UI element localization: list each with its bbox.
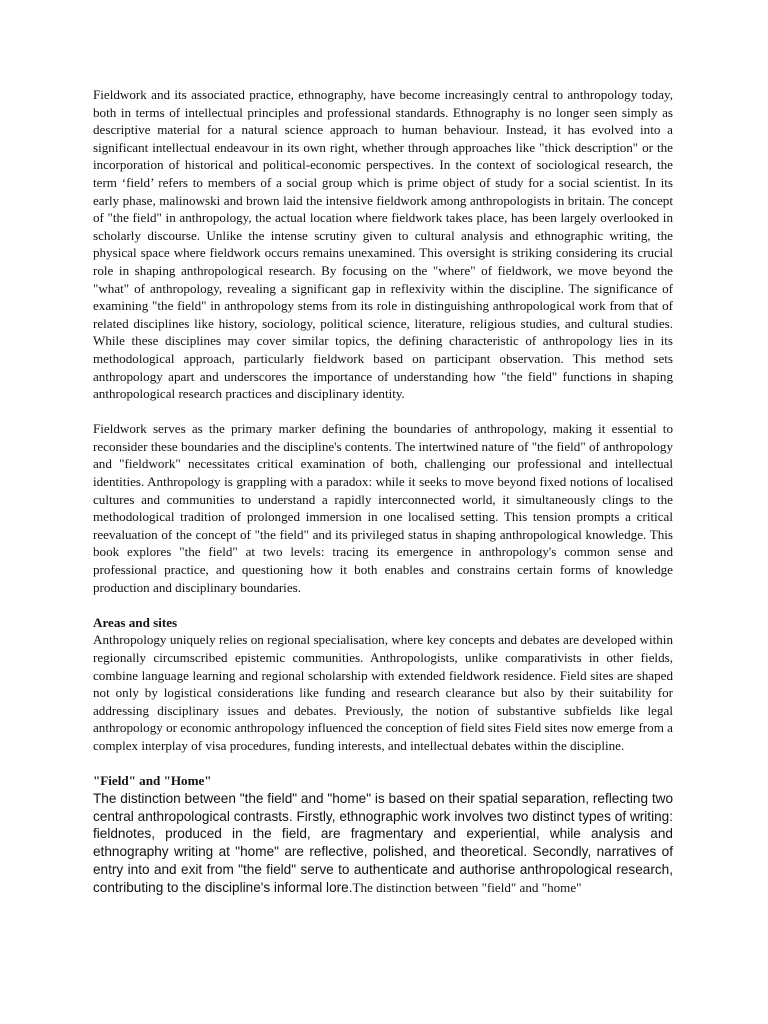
- document-page: [93, 86, 673, 914]
- body-paragraph-1: Fieldwork and its associated practice, ethnography, have become increasingly central to anthropology today, both in terms of intellectual principles and professional standards. Ethnography is no longer seen simply as descriptive material for a natural science approach to human behaviour. Instead, it has evolved into a significant intellectual endeavour in its own right, whether through approaches like "thick description" or the incorporation of historical and political-economic perspectives. In the context of sociological research, the term ‘field’ refers to members of a social group which is prime object of study for a social scientist. In its early phase, malinowski and brown laid the intensive fieldwork among anthropologists in britain. The concept of "the field" in anthropology, the actual location where fieldwork takes place, has been largely overlooked in scholarly discourse. Unlike the intense scrutiny given to cultural analysis and ethnographic writing, the physical space where fieldwork occurs remains unexamined. This oversight is striking considering its crucial role in shaping anthropological research. By focusing on the "where" of fieldwork, we move beyond the "what" of anthropology, revealing a significant gap in reflexivity within the discipline. The significance of examining "the field" in anthropology stems from its role in distinguishing anthropological work from that of related disciplines like history, sociology, political science, literature, religious studies, and cultural studies. While these disciplines may cover similar topics, the defining characteristic of anthropology lies in its methodological approach, particularly fieldwork based on participant observation. This method sets anthropology apart and underscores the importance of understanding how "the field" functions in shaping anthropological research practices and disciplinary identity.: [93, 87, 673, 402]
- body-paragraph-2: Fieldwork serves as the primary marker defining the boundaries of anthropology, making it essential to reconsider these boundaries and the discipline's contents. The intertwined nature of "the field" of anthropology and "fieldwork" necessitates critical examination of both, challenging our professional and intellectual identities. Anthropology is grappling with a paradox: while it seeks to move beyond fixed notions of localised cultures and communities to understand a rapidly interconnected world, it simultaneously clings to the methodological tradition of prolonged immersion in one localised setting. This tension prompts a critical reevaluation of the concept of "the field" and its privileged status in shaping anthropological knowledge. This book explores "the field" at two levels: tracing its emergence in anthropology's common sense and professional practice, and questioning how it both enables and constrains certain forms of knowledge production and disciplinary boundaries.: [93, 421, 673, 595]
- section-heading-areas-and-sites: Areas and sites: [93, 614, 178, 630]
- field-and-home-paragraph: [93, 790, 673, 897]
- field-and-home-sans-text: The distinction between "the field" and "home" is based on their spatial separation, reflecting two central anthropological contrasts. Firstly, ethnographic work involves two distinct types of writing: fieldnotes, produced in the field, are fragmentary and experiential, while analysis and ethnography writing at "home" are reflective, polished, and theoretical. Secondly, narratives of entry into and exit from "the field" serve to authenticate and authorise anthropological research, contributing to the discipline's informal lore.: [93, 790, 673, 895]
- section-heading-field-and-home: "Field" and "Home": [93, 773, 212, 789]
- field-and-home-serif-tail: The distinction between "field" and "home": [352, 879, 582, 895]
- areas-and-sites-paragraph: Anthropology uniquely relies on regional specialisation, where key concepts and debates are developed within regionally circumscribed epistemic communities. Anthropologists, unlike comparativists in other fields, combine language learning and regional scholarship with extended fieldwork residence. Field sites are shaped not only by logistical considerations like funding and research clearance but also by their suitability for addressing disciplinary issues and debates. Previously, the notion of substantive subfields like legal anthropology or economic anthropology influenced the conception of field sites Field sites now emerge from a complex interplay of visa procedures, funding interests, and intellectual debates within the discipline.: [93, 632, 673, 753]
